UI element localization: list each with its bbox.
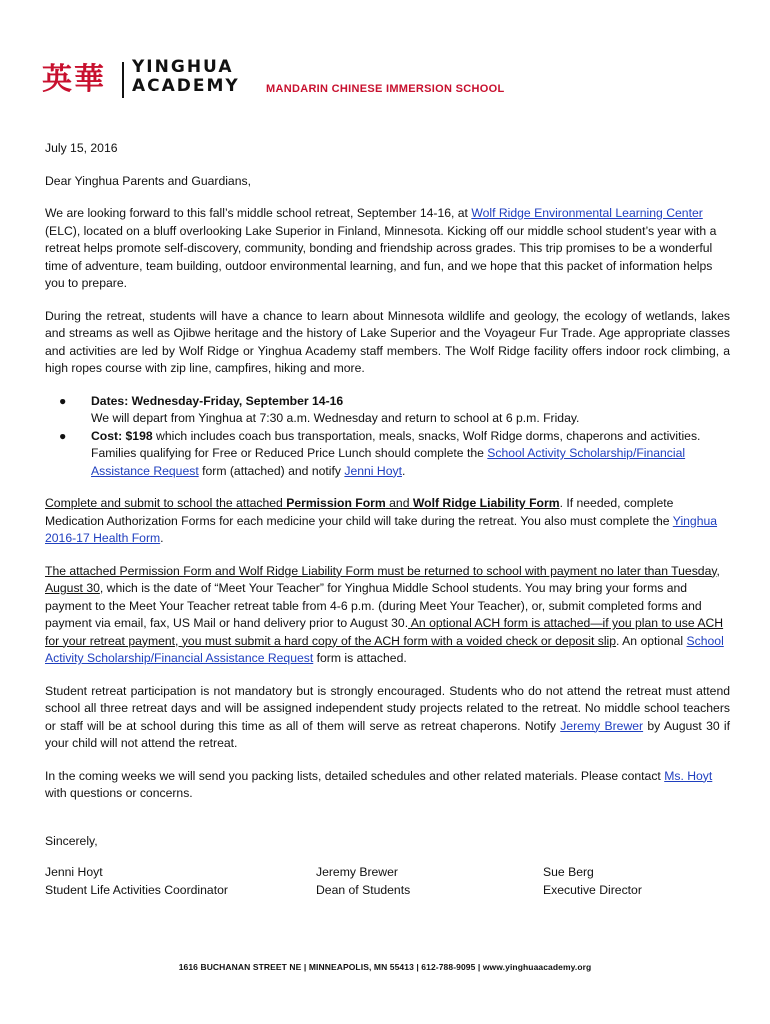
deadline-text-2: . An optional xyxy=(616,633,687,648)
deadline-text-1: , which is the date of “Meet Your Teacher” for Yinghua Middle School students. You may bring your forms and payment to the Meet Your Teacher retreat table from 4-6 p.m. (during Meet Your Teacher), or, submit completed forms and payment via email, fax, US Mail or hand delivery prior to August 30. xyxy=(45,581,702,630)
wolf-ridge-link[interactable]: Wolf Ridge Environmental Learning Center xyxy=(471,206,703,220)
list-item-cost xyxy=(45,428,730,481)
paragraph-intro xyxy=(45,205,730,293)
contact-text-1: In the coming weeks we will send you packing lists, detailed schedules and other related materials. Please contact xyxy=(45,768,665,783)
forms-text-1: . If needed, complete Medication Authorization Forms for each medicine your child will take during the retreat. You also must complete the xyxy=(45,496,674,528)
signature-block xyxy=(45,864,730,904)
cost-text-3: . xyxy=(401,463,406,478)
list-item-dates xyxy=(45,393,730,428)
signature-3 xyxy=(543,864,642,899)
cost-text-2: form (attached) and notify xyxy=(198,463,345,478)
school-name xyxy=(132,58,240,96)
forms-underlined-2: and xyxy=(385,496,413,510)
participation-text-1: Student retreat participation is not mandatory but is strongly encouraged. Students who do not attend the retreat must attend school all three retreat days and will be assigned independent study projects related to the retreat. No middle school teachers or staff will be at school during this time as all of them will serve as retreat chaperons. Notify xyxy=(45,683,730,733)
forms-text-2: . xyxy=(160,531,164,545)
cost-text-1: which includes coach bus transportation, meals, snacks, Wolf Ridge dorms, chaperons and activities. Families qualifying for Free or Reduced Price Lunch should complete the xyxy=(91,428,701,460)
paragraph-deadline xyxy=(45,563,730,668)
school-logo-characters: 英華 xyxy=(42,62,106,97)
signer-title: Dean of Students xyxy=(316,882,411,897)
paragraph-participation xyxy=(45,683,730,753)
school-tagline: MANDARIN CHINESE IMMERSION SCHOOL xyxy=(266,83,505,95)
jenni-hoyt-link[interactable]: Jenni Hoyt xyxy=(344,463,402,478)
bullet-icon: ● xyxy=(59,393,67,408)
deadline-underlined: The attached Permission Form and Wolf Ridge Liability Form must be returned to school with payment no later than Tuesday, August 30 xyxy=(45,563,720,595)
paragraph-activities: During the retreat, students will have a chance to learn about Minnesota wildlife and geology, the ecology of wetlands, lakes and streams as well as Ojibwe heritage and the history of Lake Superior and the Voyageur Fur Trade. Age appropriate classes and activities are led by Wolf Ridge or Yinghua Academy staff members. The Wolf Ridge facility offers indoor rock climbing, a high ropes course with zip line, campfires, hiking and more. xyxy=(45,308,730,375)
intro-text-2: (ELC), located on a bluff overlooking Lake Superior in Finland, Minnesota. Kicking off our middle school student’s year with a retreat helps promote self-discovery, community, bonding and friendship across grades. This trip promises to be a wonderful time of adventure, team building, outdoor environmental learning, and fun, and we hope that this packet of information helps you to prepare. xyxy=(45,223,717,290)
participation-text-2: by August 30 if your child will not attend the retreat. xyxy=(45,718,730,750)
letter-body xyxy=(45,140,730,904)
scholarship-link[interactable]: School Activity Scholarship/Financial Assistance Request xyxy=(91,446,686,478)
logo-divider xyxy=(122,62,124,98)
closing: Sincerely, xyxy=(45,833,98,848)
dates-label: Dates: Wednesday-Friday, September 14-16 xyxy=(91,393,344,408)
cost-label: Cost: $198 xyxy=(91,428,153,443)
contact-text-2: with questions or concerns. xyxy=(45,786,193,800)
liability-form-label: Wolf Ridge Liability Form xyxy=(412,496,560,510)
dates-text: We will depart from Yinghua at 7:30 a.m. Wednesday and return to school at 6 p.m. Friday. xyxy=(91,411,580,425)
signer-title: Student Life Activities Coordinator xyxy=(45,882,228,897)
intro-text-1: We are looking forward to this fall’s middle school retreat, September 14-16, at xyxy=(45,206,472,220)
health-form-link[interactable]: Yinghua 2016-17 Health Form xyxy=(45,513,718,545)
jeremy-brewer-link[interactable]: Jeremy Brewer xyxy=(560,718,644,733)
school-name-line2: ACADEMY xyxy=(132,76,240,96)
signer-name: Sue Berg xyxy=(543,865,594,879)
signer-title: Executive Director xyxy=(543,882,642,897)
forms-underlined-1: Complete and submit to school the attached xyxy=(45,496,287,510)
salutation: Dear Yinghua Parents and Guardians, xyxy=(45,173,251,188)
footer-address: 1616 BUCHANAN STREET NE | MINNEAPOLIS, MN 55413 | 612-788-9095 | www.yinghuaacademy.org xyxy=(178,962,592,972)
paragraph-forms xyxy=(45,495,730,548)
ms-hoyt-link[interactable]: Ms. Hoyt xyxy=(664,768,713,783)
deadline-text-3: form is attached. xyxy=(313,651,407,665)
details-list xyxy=(45,393,730,481)
ach-underlined: An optional ACH form is attached—if you plan to use ACH for your retreat payment, you must submit a hard copy of the ACH form with a voided check or deposit slip xyxy=(45,616,724,648)
bullet-icon: ● xyxy=(59,428,67,443)
signature-1 xyxy=(45,864,228,899)
letterhead xyxy=(42,58,562,102)
signer-name: Jeremy Brewer xyxy=(316,865,398,879)
letter-date: July 15, 2016 xyxy=(45,141,118,155)
paragraph-contact xyxy=(45,768,730,803)
signature-2 xyxy=(316,864,410,899)
school-name-line1: YINGHUA xyxy=(132,57,234,77)
permission-form-label: Permission Form xyxy=(286,496,386,510)
scholarship-link-2[interactable]: School Activity Scholarship/Financial Assistance Request xyxy=(45,633,724,665)
signer-name: Jenni Hoyt xyxy=(45,865,103,879)
